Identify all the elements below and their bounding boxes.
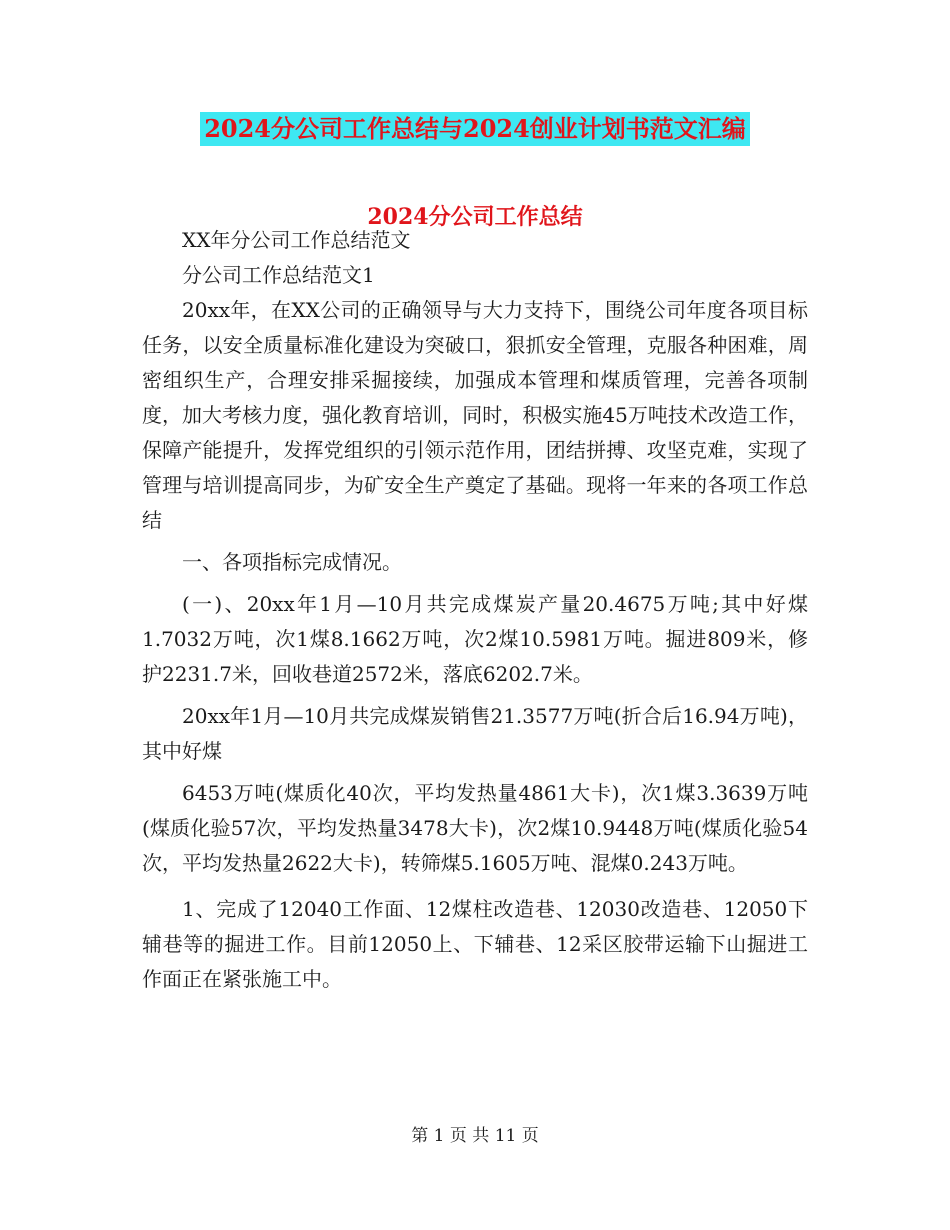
main-title-wrap (0, 112, 950, 146)
paragraph: 1、完成了12040工作面、12煤柱改造巷、12030改造巷、12050下辅巷等的掘进工作。目前12050上、下辅巷、12采区胶带运输下山掘进工作面正在紧张施工中。 (142, 897, 808, 991)
paragraph: (一)、20xx年1月—10月共完成煤炭产量20.4675万吨;其中好煤1.7032万吨，次1煤8.1662万吨，次2煤10.5981万吨。掘进809米，修护2231.7米，回收巷道2572米，落底6202.7米。 (142, 592, 808, 686)
document-body (142, 223, 808, 997)
main-title: 2024分公司工作总结与2024创业计划书范文汇编 (200, 112, 750, 146)
paragraph: 分公司工作总结范文1 (182, 263, 375, 287)
paragraph: 20xx年，在XX公司的正确领导与大力支持下，围绕公司年度各项目标任务，以安全质量标准化建设为突破口，狠抓安全管理，克服各种困难，周密组织生产，合理安排采掘接续，加强成本管理和煤质管理，完善各项制度，加大考核力度，强化教育培训，同时，积极实施45万吨技术改造工作，保障产能提升，发挥党组织的引领示范作用，团结拼搏、攻坚克难，实现了管理与培训提高同步，为矿安全生产奠定了基础。现将一年来的各项工作总结 (142, 298, 808, 532)
page-footer: 第 1 页 共 11 页 (411, 1126, 539, 1146)
paragraph: 20xx年1月—10月共完成煤炭销售21.3577万吨(折合后16.94万吨)，其中好煤 (142, 704, 808, 763)
paragraph: 6453万吨(煤质化40次，平均发热量4861大卡)，次1煤3.3639万吨(煤质化验57次，平均发热量3478大卡)，次2煤10.9448万吨(煤质化验54次，平均发热量2622大卡)，转筛煤5.1605万吨、混煤0.243万吨。 (142, 781, 808, 875)
paragraph: 一、各项指标完成情况。 (182, 550, 402, 574)
paragraph: XX年分公司工作总结范文 (182, 228, 411, 252)
sub-title: 2024分公司工作总结 (367, 204, 583, 230)
